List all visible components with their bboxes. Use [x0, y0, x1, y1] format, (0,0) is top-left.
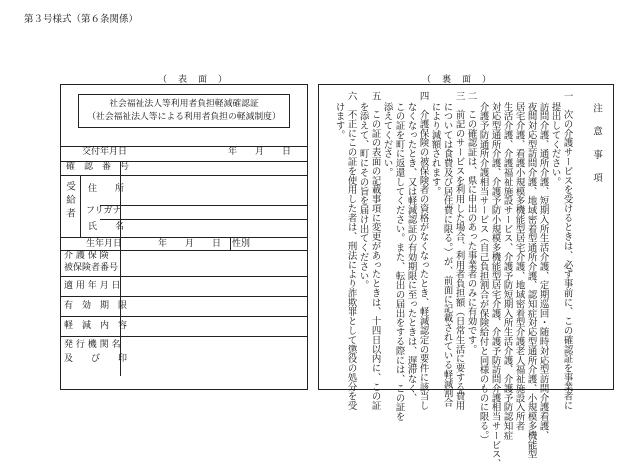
note-line: 訪問介護、通所介護、短期入所生活介護、定期巡回・随時対応型訪問介護看護、 [537, 102, 549, 441]
confirm-number-label: 確 認 番 号 [66, 162, 130, 172]
reduction-label: 軽 減 内 容 [64, 321, 128, 331]
note-line: を添えて、町にその旨を届け出てください。 [357, 102, 369, 290]
note-line: 一 次の介護サービスを受けるときは、必ず事前に、この確認証を事業者に [561, 91, 573, 411]
name-label: 氏 名 [88, 222, 125, 232]
note-line: 二 この確認証は、県に申出のあった事業者のみに有効です。 [465, 91, 477, 354]
note-line: 五 この証の表面の記載事項に変更があったときは、十四日以内に、この証 [369, 91, 381, 411]
recipient-label: 受給者 [64, 181, 75, 222]
form-label: 第３号様式（第６条関係） [24, 14, 139, 25]
birth-value: 年 月 日 [158, 239, 222, 249]
note-line: この証を町に返還してください。また、転出の届出をする際には、この証を [393, 102, 405, 422]
sex-label: 性別 [232, 239, 251, 249]
note-line: 生活介護、介護福祉施設サービス、介護予防短期入所生活介護、介護予防認知症 [501, 102, 513, 441]
note-line: により減額されます。 [429, 102, 441, 196]
insured-number-label-line1: 介 護 保 険 [64, 251, 109, 261]
certificate-subtitle: （社会福祉法人等による利用者負担の軽減制度） [87, 112, 281, 122]
front-heading: （ 表 面 ） [158, 75, 229, 85]
furigana-label: フリガナ [86, 206, 122, 216]
note-line: 夜間対応型訪問介護、地域密着型通所介護、認知症対応型通所介護、小規模多機能型 [525, 102, 537, 459]
note-line: 添えてください。 [381, 102, 393, 178]
note-line: なくなったとき、又は軽減認証の有効期限に至ったときは、遅滞なく、 [405, 102, 417, 403]
birth-label: 生年月日 [86, 239, 123, 249]
note-line: 三 前記のサービスを利用した場合、利用者負担額（日常生活に要する費用 [453, 91, 465, 411]
note-line: 居宅介護、看護小規模多機能型居宅介護、地域密着型介護老人福祉施設入所者 [513, 102, 525, 431]
note-line: けます。 [333, 102, 345, 140]
back-heading: （ 裏 面 ） [422, 75, 493, 85]
issuer-label-line2: 及 び 印 [64, 354, 128, 364]
issuer-label-line1: 発 行 機 関 名 [64, 340, 121, 350]
applicable-date-label: 適 用 年 月 日 [64, 281, 121, 291]
certificate-title: 社会福祉法人等利用者負担軽減確認証 [109, 99, 259, 109]
note-line: 提出してください。 [549, 102, 561, 187]
note-line: 介護予防通所介護相当サービス（自己負担割合が保険給付と同様のものに限る。） [477, 102, 489, 445]
address-label: 住 所 [88, 184, 125, 194]
note-line: については食費及び居住費に限る。）が、前面に記載されている軽減割合 [441, 102, 453, 408]
validity-label: 有 効 期 限 [64, 301, 128, 311]
issue-date-label: 交付年月日 [82, 147, 128, 157]
certificate-title-box [78, 94, 290, 128]
note-line: 四 介護保険の被保険者の資格がなくなったとき、軽減認定の要件に該当し [417, 91, 429, 411]
issue-date-value: 年 月 日 [228, 147, 292, 157]
notes-title: 注 意 事 項 [591, 103, 602, 185]
insured-number-label-line2: 被保険者番号 [64, 263, 119, 273]
note-line: 六 不正にこの証を使用した者は、刑法により詐欺罪として懲役の処分を受 [345, 91, 357, 411]
note-line: 対応型通所介護、介護予防小規模多機能型居宅介護、介護予防訪問介護相当サービス、 [489, 102, 501, 468]
